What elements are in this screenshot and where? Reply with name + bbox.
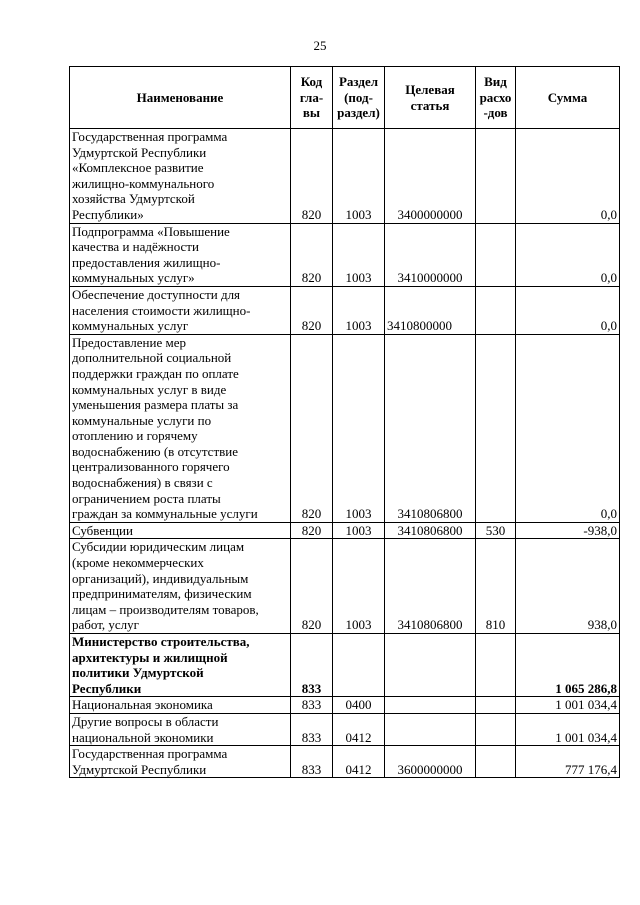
page-number: 25 [313, 38, 327, 53]
row-celevaya: 3410806800 [385, 334, 476, 522]
row-vid: 810 [476, 539, 516, 634]
table-row [70, 634, 620, 697]
row-vid [476, 746, 516, 778]
header-razdel: Раздел (под- раздел) [333, 67, 385, 129]
row-razdel: 1003 [333, 334, 385, 522]
row-summa: 0,0 [516, 223, 620, 286]
table-row [70, 746, 620, 778]
row-name: Субвенции [70, 522, 291, 539]
row-vid [476, 634, 516, 697]
budget-table [69, 66, 620, 778]
row-razdel: 0412 [333, 713, 385, 745]
row-summa: 777 176,4 [516, 746, 620, 778]
row-name: Обеспечение доступности для населения стоимости жилищно- коммунальных услуг [70, 286, 291, 334]
row-razdel: 1003 [333, 522, 385, 539]
row-vid [476, 334, 516, 522]
row-summa: -938,0 [516, 522, 620, 539]
header-summa: Сумма [516, 67, 620, 129]
row-vid [476, 697, 516, 714]
table-row [70, 286, 620, 334]
table-row [70, 223, 620, 286]
row-summa: 0,0 [516, 286, 620, 334]
row-summa: 0,0 [516, 334, 620, 522]
row-name: Государственная программа Удмуртской Республики [70, 746, 291, 778]
table-row [70, 522, 620, 539]
row-summa: 1 001 034,4 [516, 697, 620, 714]
row-celevaya: 3600000000 [385, 746, 476, 778]
row-name: Подпрограмма «Повышение качества и надёжности предоставления жилищно- коммунальных услуг» [70, 223, 291, 286]
row-kod: 820 [291, 129, 333, 224]
row-celevaya: 3410806800 [385, 539, 476, 634]
row-razdel: 1003 [333, 286, 385, 334]
row-razdel: 0400 [333, 697, 385, 714]
row-kod: 833 [291, 713, 333, 745]
row-vid [476, 713, 516, 745]
row-vid [476, 286, 516, 334]
table-row [70, 334, 620, 522]
row-kod: 833 [291, 634, 333, 697]
row-summa: 1 001 034,4 [516, 713, 620, 745]
table-header-row [70, 67, 620, 129]
header-name: Наименование [70, 67, 291, 129]
row-razdel: 0412 [333, 746, 385, 778]
row-name: Национальная экономика [70, 697, 291, 714]
header-vid: Вид расхо -дов [476, 67, 516, 129]
row-celevaya: 3400000000 [385, 129, 476, 224]
row-kod: 820 [291, 286, 333, 334]
table-row [70, 129, 620, 224]
row-razdel: 1003 [333, 223, 385, 286]
row-kod: 833 [291, 746, 333, 778]
row-vid [476, 223, 516, 286]
table-row [70, 697, 620, 714]
row-celevaya: 3410000000 [385, 223, 476, 286]
table-body [70, 129, 620, 778]
row-name: Государственная программа Удмуртской Республики «Комплексное развитие жилищно-коммунального хозяйства Удмуртской Республики» [70, 129, 291, 224]
row-razdel [333, 634, 385, 697]
header-kod: Код гла- вы [291, 67, 333, 129]
row-celevaya: 3410800000 [385, 286, 476, 334]
row-kod: 833 [291, 697, 333, 714]
row-kod: 820 [291, 522, 333, 539]
row-summa: 0,0 [516, 129, 620, 224]
row-kod: 820 [291, 223, 333, 286]
row-razdel: 1003 [333, 539, 385, 634]
table-row [70, 539, 620, 634]
row-vid [476, 129, 516, 224]
row-name: Другие вопросы в области национальной экономики [70, 713, 291, 745]
row-vid: 530 [476, 522, 516, 539]
row-name: Субсидии юридическим лицам (кроме некоммерческих организаций), индивидуальным предпринимателям, физическим лицам – производителям товаров, работ, услуг [70, 539, 291, 634]
header-celevaya: Целевая статья [385, 67, 476, 129]
row-name: Предоставление мер дополнительной социальной поддержки граждан по оплате коммунальных услуг в виде уменьшения размера платы за коммунальные услуги по отоплению и горячему водоснабжению (в отсутствие централизованного горячего водоснабжения) в связи с ограничением роста платы граждан за коммунальные услуги [70, 334, 291, 522]
row-celevaya [385, 697, 476, 714]
table-row [70, 713, 620, 745]
row-kod: 820 [291, 539, 333, 634]
row-kod: 820 [291, 334, 333, 522]
row-summa: 1 065 286,8 [516, 634, 620, 697]
row-summa: 938,0 [516, 539, 620, 634]
row-celevaya [385, 634, 476, 697]
row-razdel: 1003 [333, 129, 385, 224]
row-celevaya: 3410806800 [385, 522, 476, 539]
row-celevaya [385, 713, 476, 745]
row-name: Министерство строительства, архитектуры и жилищной политики Удмуртской Республики [70, 634, 291, 697]
